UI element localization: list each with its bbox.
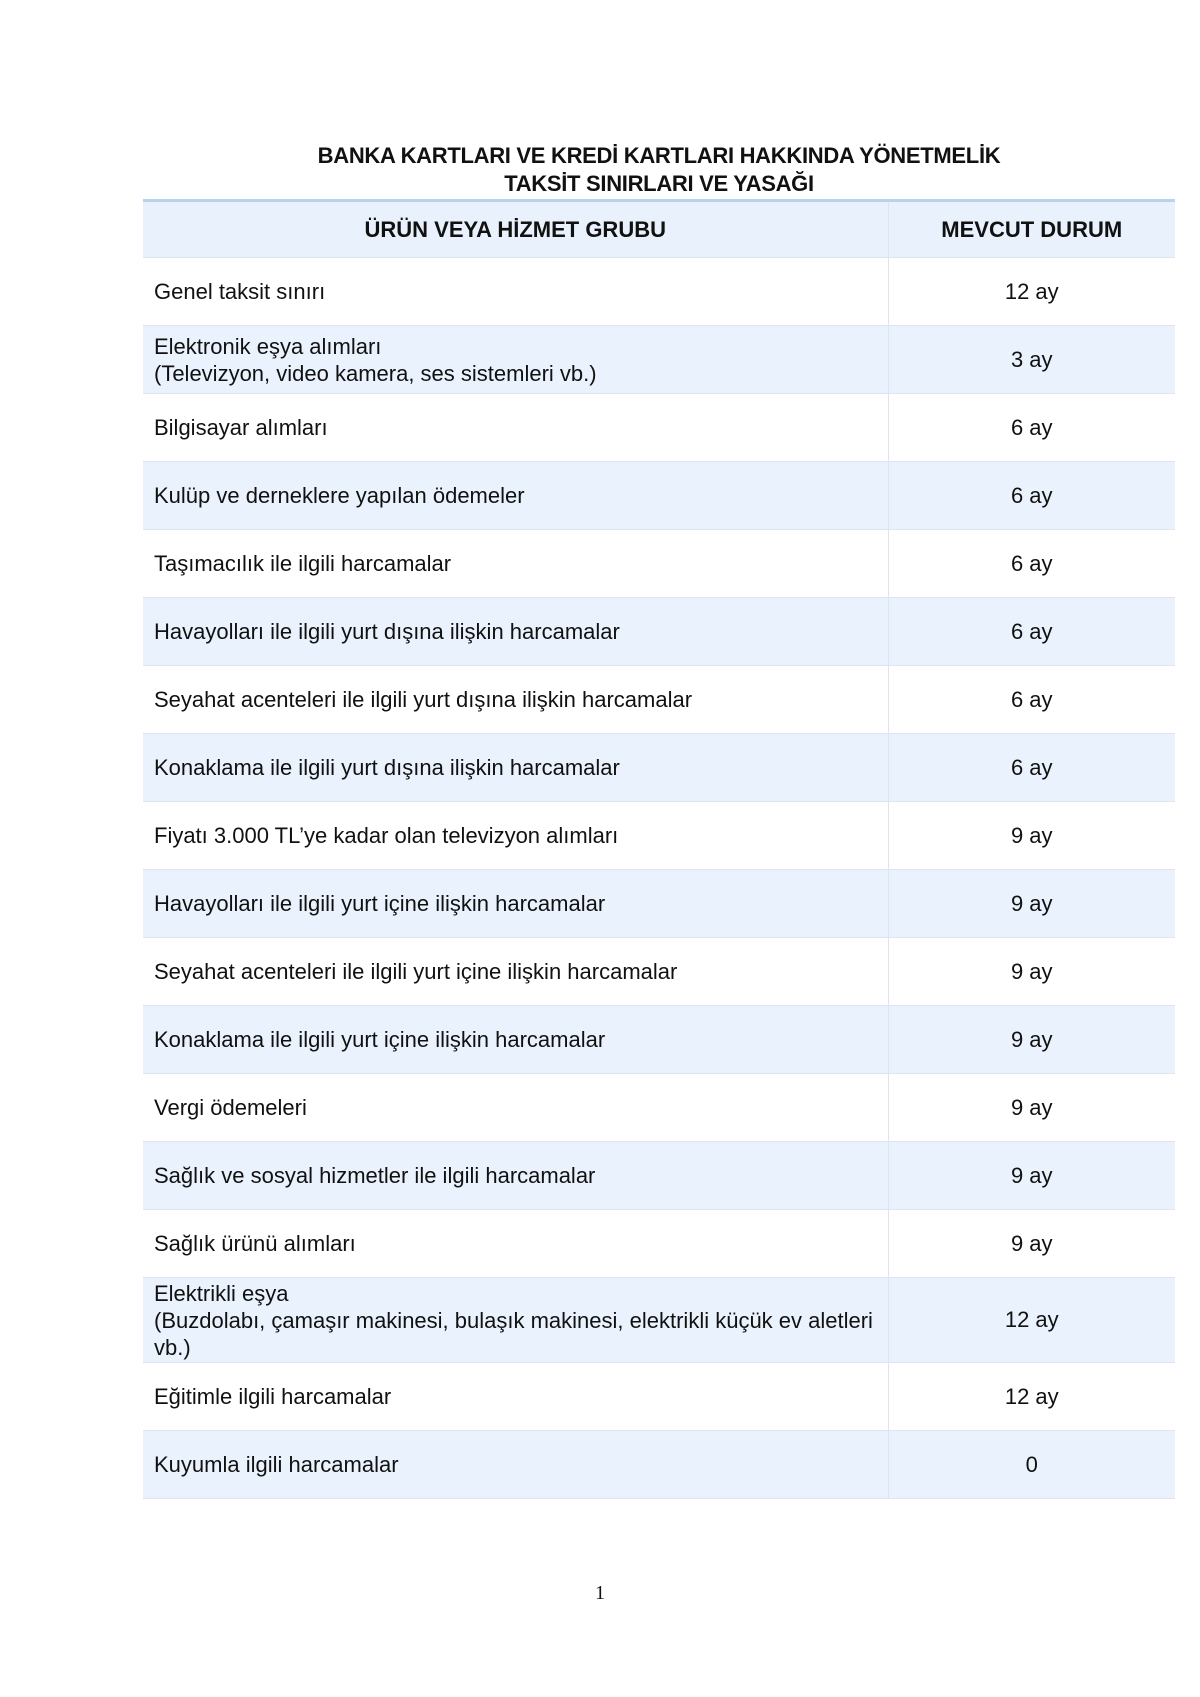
row-item-label: Seyahat acenteleri ile ilgili yurt dışına ilişkin harcamalar [154,687,693,712]
row-item-label: Elektrikli eşya [154,1280,289,1306]
row-item-cell [143,1074,888,1142]
row-value: 9 ay [888,938,1175,1006]
row-item-label: Vergi ödemeleri [154,1095,307,1120]
row-value: 9 ay [888,1006,1175,1074]
row-item-cell [143,462,888,530]
column-header-current-status: MEVCUT DURUM [888,202,1175,258]
row-value: 6 ay [888,734,1175,802]
table-row [143,802,1175,870]
row-item-cell [143,1210,888,1278]
installment-limits-table [143,202,1175,1499]
row-item-label: Havayolları ile ilgili yurt dışına ilişkin harcamalar [154,619,620,644]
row-item-cell [143,1278,888,1363]
table-row [143,1142,1175,1210]
row-value: 6 ay [888,462,1175,530]
table-row [143,1210,1175,1278]
row-value: 6 ay [888,666,1175,734]
row-item-cell [143,666,888,734]
row-item-cell [143,1142,888,1210]
table-row [143,1278,1175,1363]
row-item-cell [143,938,888,1006]
table-row [143,870,1175,938]
row-item-label: Taşımacılık ile ilgili harcamalar [154,551,452,576]
row-item-cell [143,870,888,938]
row-item-label: Kulüp ve derneklere yapılan ödemeler [154,483,525,508]
row-item-cell [143,530,888,598]
row-value: 9 ay [888,802,1175,870]
row-value: 9 ay [888,870,1175,938]
row-item-label: Bilgisayar alımları [154,415,328,440]
row-item-cell [143,258,888,326]
row-item-label: Konaklama ile ilgili yurt dışına ilişkin harcamalar [154,755,620,780]
table-row [143,326,1175,394]
document-title: BANKA KARTLARI VE KREDİ KARTLARI HAKKINDA YÖNETMELİK [317,143,1001,168]
table-row [143,258,1175,326]
row-item-cell [143,1006,888,1074]
row-item-cell [143,598,888,666]
row-value: 6 ay [888,598,1175,666]
row-item-label: Eğitimle ilgili harcamalar [154,1384,392,1409]
document-subtitle: TAKSİT SINIRLARI VE YASAĞI [504,171,814,196]
row-value: 9 ay [888,1142,1175,1210]
row-value: 9 ay [888,1210,1175,1278]
row-item-label: Sağlık ürünü alımları [154,1231,356,1256]
table-row [143,1431,1175,1499]
row-item-label: Sağlık ve sosyal hizmetler ile ilgili harcamalar [154,1163,596,1188]
row-value: 6 ay [888,530,1175,598]
row-item-cell [143,802,888,870]
table-row [143,530,1175,598]
table-row [143,938,1175,1006]
row-item-cell [143,734,888,802]
table-row [143,598,1175,666]
row-item-cell [143,394,888,462]
row-value: 12 ay [888,1278,1175,1363]
column-header-product-group: ÜRÜN VEYA HİZMET GRUBU [143,202,888,258]
page-number: 1 [595,1582,605,1604]
row-item-label: Seyahat acenteleri ile ilgili yurt içine ilişkin harcamalar [154,959,678,984]
table-row [143,666,1175,734]
table-row [143,1006,1175,1074]
row-value: 12 ay [888,258,1175,326]
table-row [143,462,1175,530]
row-item-label: Fiyatı 3.000 TL’ye kadar olan televizyon alımları [154,823,619,848]
row-value: 9 ay [888,1074,1175,1142]
row-item-label: Kuyumla ilgili harcamalar [154,1452,399,1477]
row-value: 3 ay [888,326,1175,394]
row-item-note: (Televizyon, video kamera, ses sistemleri vb.) [154,360,597,386]
table-row [143,734,1175,802]
table-row [143,1074,1175,1142]
row-item-note: (Buzdolabı, çamaşır makinesi, bulaşık makinesi, elektrikli küçük ev aletleri vb.) [154,1307,873,1360]
row-item-cell [143,326,888,394]
row-item-label: Havayolları ile ilgili yurt içine ilişkin harcamalar [154,891,606,916]
row-item-label: Elektronik eşya alımları [154,333,382,359]
row-value: 6 ay [888,394,1175,462]
row-value: 12 ay [888,1363,1175,1431]
row-item-label: Genel taksit sınırı [154,279,326,304]
row-value: 0 [888,1431,1175,1499]
row-item-cell [143,1431,888,1499]
table-row [143,394,1175,462]
table-row [143,1363,1175,1431]
row-item-label: Konaklama ile ilgili yurt içine ilişkin harcamalar [154,1027,606,1052]
table-header-row [143,202,1175,258]
row-item-cell [143,1363,888,1431]
